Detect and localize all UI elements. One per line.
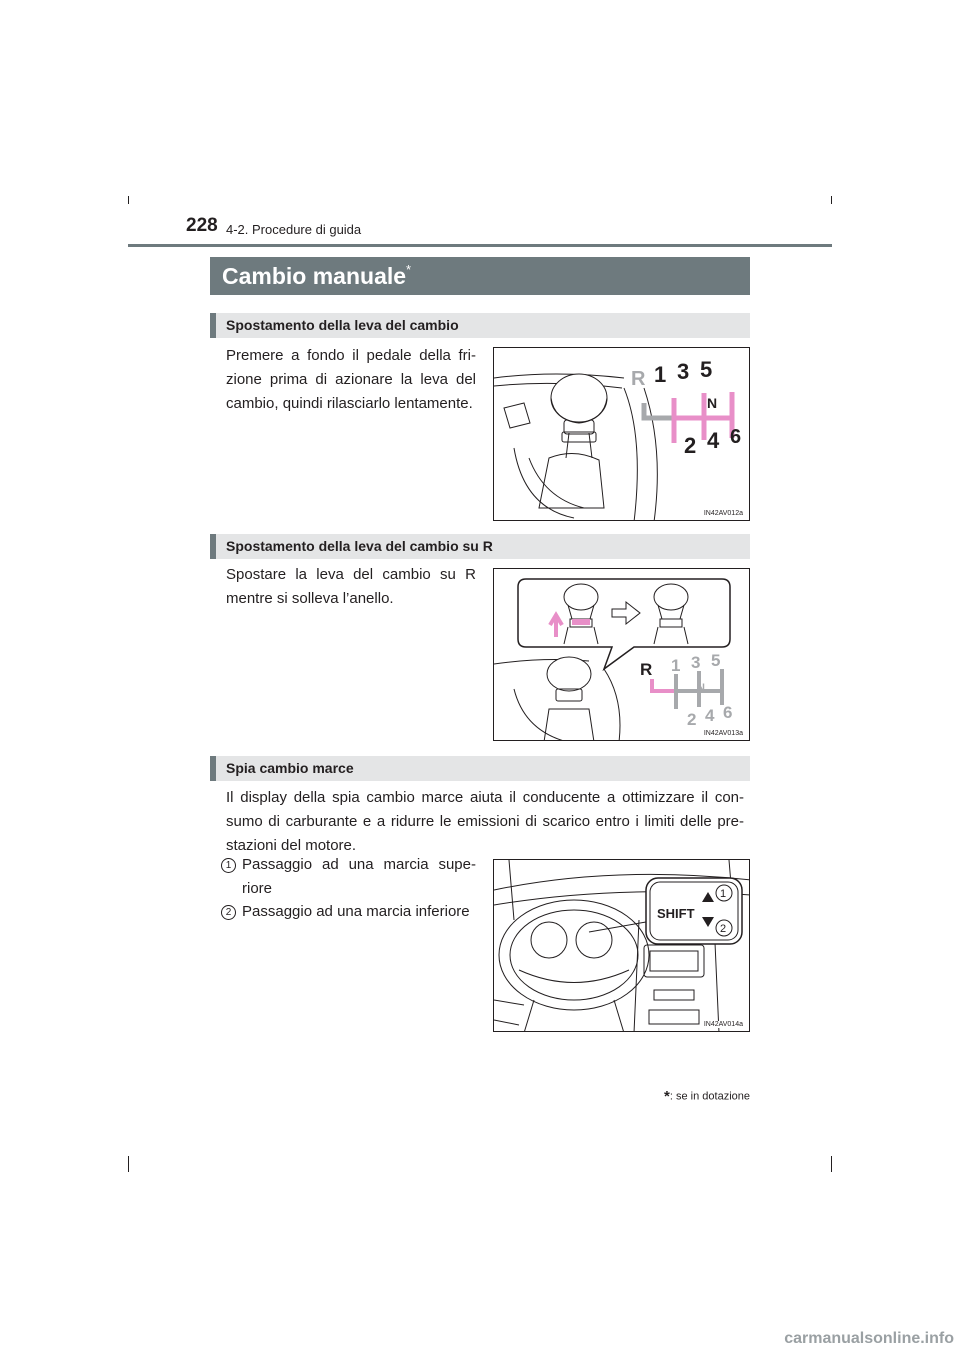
section-text: Spostare la leva del cambio su R mentre si solleva l’anello. bbox=[226, 566, 476, 607]
header-divider bbox=[128, 244, 832, 247]
gear-lever-illustration bbox=[493, 347, 750, 521]
gear-label-1: 1 bbox=[671, 656, 681, 675]
gear-label-2: 2 bbox=[684, 433, 697, 458]
dashboard-drawing bbox=[494, 860, 750, 1032]
gear-label-4: 4 bbox=[707, 428, 720, 453]
callout-1: 1 bbox=[720, 888, 727, 900]
list-item-text: Passaggio ad una marcia supe- riore bbox=[242, 856, 476, 897]
footnote bbox=[664, 1088, 750, 1105]
reverse-ring-illustration bbox=[493, 568, 750, 741]
page-number: 228 bbox=[186, 215, 218, 236]
list-item-text: Passaggio ad una marcia inferiore bbox=[242, 903, 470, 920]
optional-mark: * bbox=[406, 262, 412, 277]
gear-label-4: 4 bbox=[705, 706, 715, 725]
gear-label-1: 1 bbox=[654, 362, 667, 387]
crop-mark bbox=[831, 196, 832, 204]
figure-code: IN42AV012a bbox=[703, 510, 743, 517]
figure-code: IN42AV013a bbox=[703, 730, 743, 737]
reverse-ring-drawing bbox=[494, 569, 750, 741]
gear-label-3: 3 bbox=[691, 653, 701, 672]
gear-label-6: 6 bbox=[723, 703, 733, 722]
figure-code: IN42AV014a bbox=[703, 1021, 743, 1028]
page-title bbox=[210, 257, 750, 295]
crop-mark bbox=[128, 196, 129, 204]
gear-label-2: 2 bbox=[687, 710, 697, 729]
callout-2: 2 bbox=[720, 923, 727, 935]
gear-label-5: 5 bbox=[711, 651, 721, 670]
section-heading: Spostamento della leva del cambio bbox=[210, 313, 750, 338]
crop-mark bbox=[128, 1156, 129, 1172]
gear-label-6: 6 bbox=[730, 426, 742, 448]
gear-label-r: R bbox=[631, 368, 646, 390]
item-number: 2 bbox=[221, 905, 236, 920]
footnote-text: : se in dotazione bbox=[669, 1090, 750, 1103]
page-title-text: Cambio manuale bbox=[222, 263, 407, 289]
crop-mark bbox=[831, 1156, 832, 1172]
section-heading: Spia cambio marce bbox=[210, 756, 750, 781]
gear-label-n: N bbox=[697, 682, 705, 694]
section-reference: 4-2. Procedure di guida bbox=[226, 222, 362, 237]
section-text: Il display della spia cambio marce aiuta il conducente a ottimizzare il con- sumo di carburante e a ridurre le emissioni di scarico entro i limiti delle pre- stazioni del motore. bbox=[226, 789, 744, 854]
gear-label-3: 3 bbox=[677, 359, 690, 384]
gear-lever-drawing bbox=[494, 348, 750, 521]
shift-label: SHIFT bbox=[657, 906, 695, 921]
footnote-mark: * bbox=[664, 1088, 670, 1105]
gear-label-5: 5 bbox=[700, 357, 713, 382]
item-number: 1 bbox=[221, 858, 236, 873]
shift-indicator-illustration bbox=[493, 859, 750, 1032]
section-text: Premere a fondo il pedale della fri- zione prima di azionare la leva del cambio, quindi rilasciarlo lentamente. bbox=[226, 347, 476, 412]
gear-label-r: R bbox=[640, 660, 653, 679]
watermark: carmanualsonline.info bbox=[784, 1330, 954, 1347]
gear-label-n: N bbox=[707, 395, 718, 411]
section-heading: Spostamento della leva del cambio su R bbox=[210, 534, 750, 559]
